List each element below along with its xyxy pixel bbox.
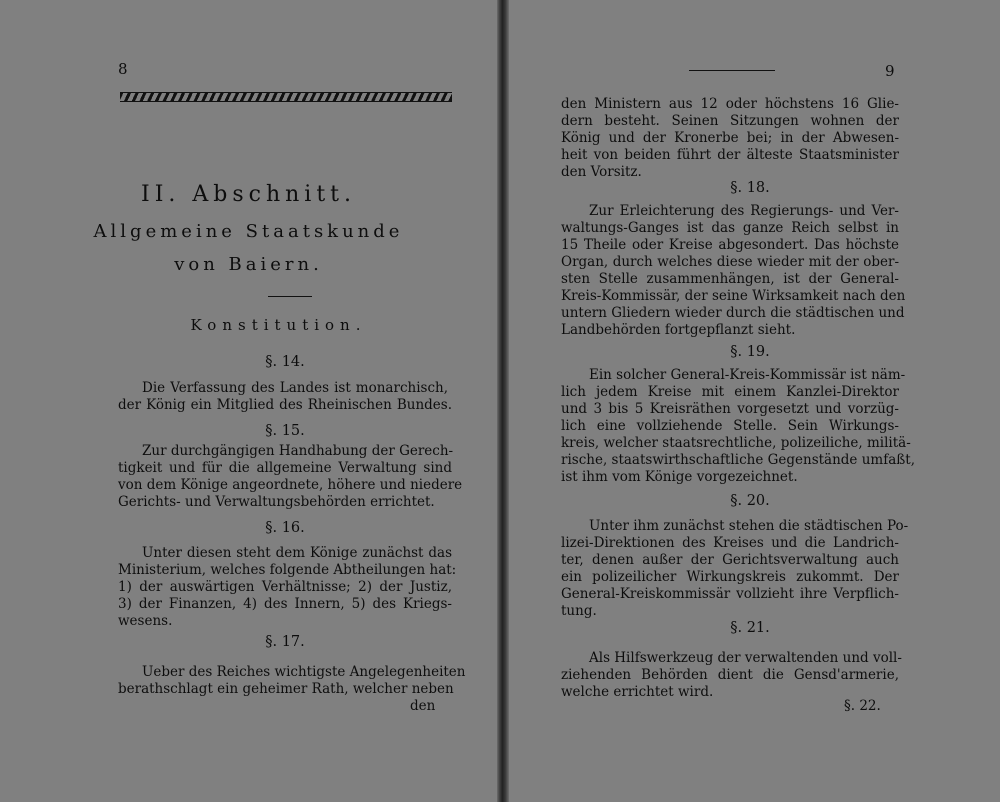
text-line: Als Hilfswerkzeug der verwaltenden und voll-: [589, 650, 902, 666]
text-line: ziehenden Behörden dient die Gensd'armerie,: [561, 667, 899, 683]
page-number-left: 8: [118, 60, 128, 78]
text-line: heit von beiden führt der älteste Staatsminister: [561, 147, 899, 163]
text-line: ist ihm vom Könige vorgezeichnet.: [561, 469, 798, 485]
text-line: ein polizeilicher Wirkungskreis zukommt. Der: [561, 569, 899, 585]
paragraph-number: §. 19.: [730, 344, 770, 360]
book-gutter: [497, 0, 509, 802]
text-line: König und der Kronerbe bei; in der Abwesen-: [561, 130, 899, 146]
text-line: von dem Könige angeordnete, höhere und niedere: [118, 477, 463, 493]
paragraph-number: §. 14.: [265, 354, 305, 370]
text-line: ter, denen außer der Gerichtsverwaltung auch: [561, 552, 899, 568]
text-line: welche errichtet wird.: [561, 684, 714, 700]
paragraph-number: §. 21.: [730, 620, 770, 636]
text-line: Unter diesen steht dem Könige zunächst das: [142, 545, 452, 561]
section-title: II. Abschnitt.: [141, 182, 356, 207]
paragraph-number: §. 15.: [265, 423, 305, 439]
text-line: Ueber des Reiches wichtigste Angelegenheiten: [142, 664, 466, 680]
text-line: Zur Erleichterung des Regierungs- und Ver-: [589, 203, 899, 219]
text-line: Landbehörden fortgepflanzt sieht.: [561, 322, 796, 338]
text-line: Ministerium, welches folgende Abtheilungen hat:: [118, 562, 457, 578]
paragraph-number: §. 18.: [730, 180, 770, 196]
text-line: untern Gliedern wieder durch die städtischen und: [561, 305, 905, 321]
text-line: waltungs-Ganges ist das ganze Reich selbst in: [561, 220, 899, 236]
text-line: den Vorsitz.: [561, 164, 642, 180]
text-line: berathschlagt ein geheimer Rath, welcher neben: [118, 681, 454, 697]
text-line: den Ministern aus 12 oder höchstens 16 Glie-: [561, 96, 899, 112]
text-line: der König ein Mitglied des Rheinischen Bundes.: [118, 397, 452, 413]
text-line: 15 Theile oder Kreise abgesondert. Das höchste: [561, 237, 899, 253]
text-line: Kreis-Kommissär, der seine Wirksamkeit nach den: [561, 288, 906, 304]
header-rule: [689, 70, 775, 71]
text-line: tigkeit und für die allgemeine Verwaltung sind: [118, 460, 452, 476]
ornamental-rule: [120, 92, 452, 102]
text-line: tung.: [561, 603, 597, 619]
text-line: Gerichts- und Verwaltungsbehörden errichtet.: [118, 494, 435, 510]
page-number-right: 9: [885, 62, 895, 80]
text-line: lich eine vollziehende Stelle. Sein Wirkungs-: [561, 418, 899, 434]
text-line: General-Kreiskommissär vollzieht ihre Verpflich-: [561, 586, 899, 602]
section-subtitle-1: Allgemeine Staatskunde: [93, 221, 404, 242]
text-line: rische, staatswirthschaftliche Gegenstände umfaßt,: [561, 452, 915, 468]
section-subtitle-2: von Baiern.: [174, 254, 323, 275]
text-line: lizei-Direktionen des Kreises und die Landrich-: [561, 535, 899, 551]
short-rule: [268, 296, 312, 297]
catchword-left: den: [410, 698, 436, 714]
text-line: Unter ihm zunächst stehen die städtischen Po-: [589, 518, 909, 534]
right-page: [509, 0, 1000, 802]
text-line: Die Verfassung des Landes ist monarchisch,: [142, 380, 448, 396]
text-line: Organ, durch welches diese wieder mit der ober-: [561, 254, 899, 270]
text-line: 1) der auswärtigen Verhältnisse; 2) der Justiz,: [118, 579, 452, 595]
text-line: wesens.: [118, 613, 173, 629]
text-line: sten Stelle zusammenhängen, ist der General-: [561, 271, 899, 287]
text-line: und 3 bis 5 Kreisräthen vorgesetzt und vorzüg-: [561, 401, 899, 417]
text-line: lich jedem Kreise mit einem Kanzlei-Direktor: [561, 384, 899, 400]
heading-konstitution: Konstitution.: [190, 316, 367, 334]
text-line: 3) der Finanzen, 4) des Innern, 5) des Kriegs-: [118, 596, 452, 612]
paragraph-number: §. 17.: [265, 634, 305, 650]
text-line: dern besteht. Seinen Sitzungen wohnen der: [561, 113, 899, 129]
text-line: kreis, welcher staatsrechtliche, polizeiliche, militä-: [561, 435, 911, 451]
paragraph-number: §. 16.: [265, 520, 305, 536]
catchword-right: §. 22.: [844, 698, 881, 714]
text-line: Ein solcher General-Kreis-Kommissär ist näm-: [589, 367, 906, 383]
left-page: [0, 0, 497, 802]
text-line: Zur durchgängigen Handhabung der Gerech-: [142, 443, 454, 459]
paragraph-number: §. 20.: [730, 493, 770, 509]
